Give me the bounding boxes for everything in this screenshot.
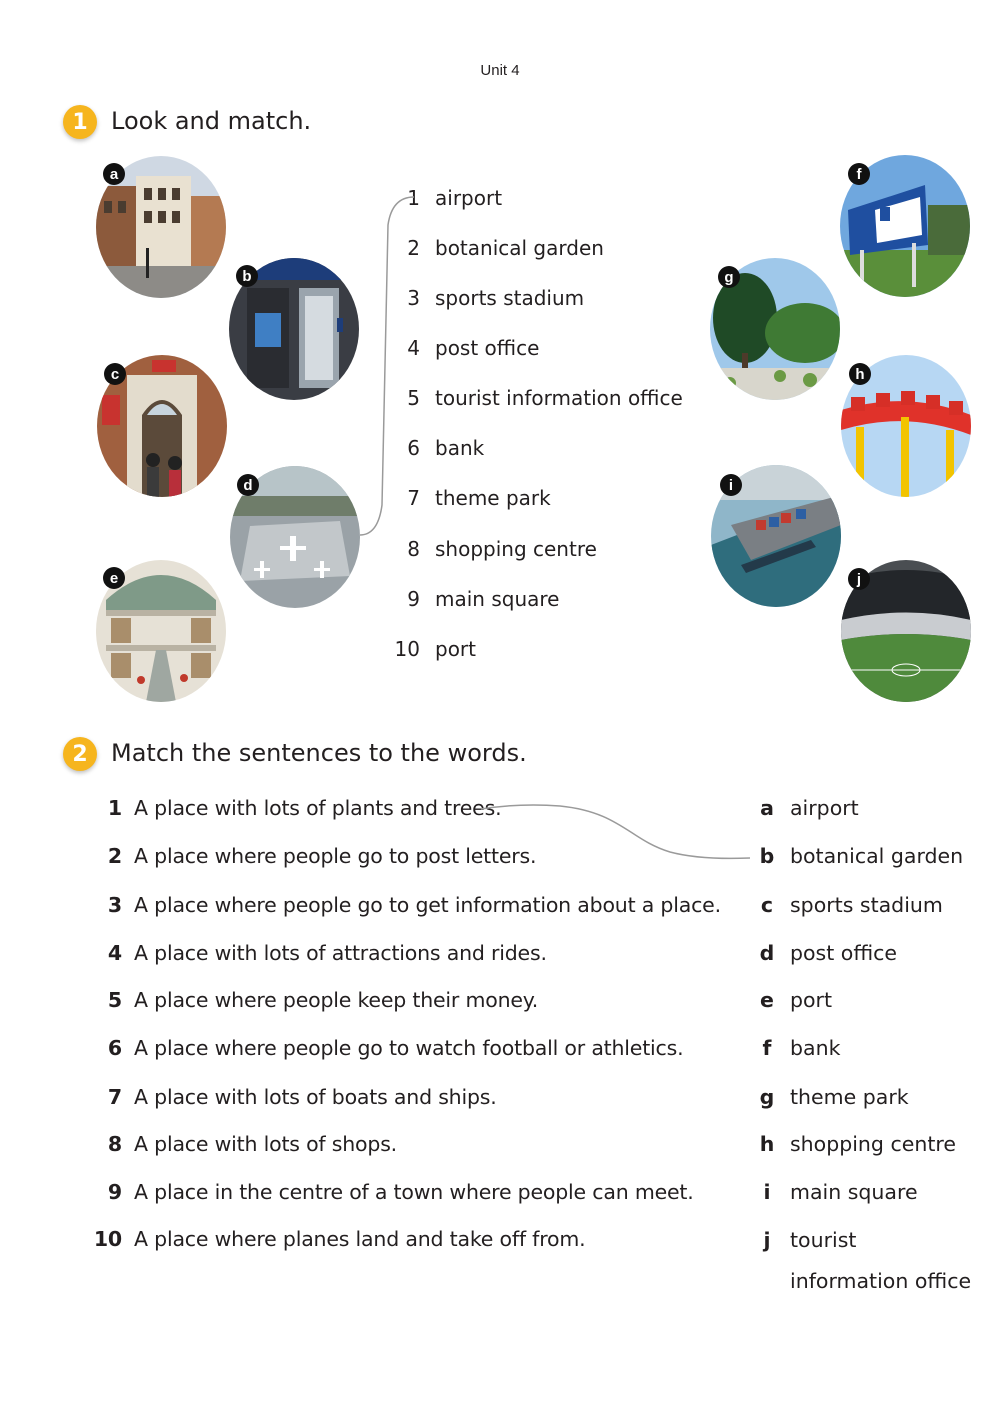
ex2-option-text: botanical garden xyxy=(790,844,964,868)
ex2-option-letter: g xyxy=(759,1085,775,1109)
ex2-option-letter: c xyxy=(760,893,774,917)
ex2-sentence-text: A place with lots of shops. xyxy=(134,1132,397,1156)
ex2-option-j-line2 xyxy=(790,1269,971,1293)
ex1-word-number: 10 xyxy=(394,637,420,661)
photo-letter-g: g xyxy=(718,266,740,288)
ex2-sentence-7[interactable] xyxy=(92,1085,497,1109)
ex1-word-text: bank xyxy=(435,436,485,460)
ex2-option-h[interactable] xyxy=(752,1132,956,1156)
ex2-sentence-text: A place with lots of attractions and rides. xyxy=(134,941,547,965)
ex2-option-text: shopping centre xyxy=(790,1132,956,1156)
ex1-word-item-8[interactable] xyxy=(386,537,597,561)
ex2-sentence-text: A place with lots of plants and trees. xyxy=(134,796,502,820)
ex2-sentence-number: 5 xyxy=(107,988,122,1012)
exercise-1-title: Look and match. xyxy=(111,107,312,135)
photo-letter-h: h xyxy=(849,363,871,385)
ex2-sentence-text: A place where people go to get information about a place. xyxy=(134,893,721,917)
ex1-word-number: 7 xyxy=(407,486,420,510)
ex2-sentence-4[interactable] xyxy=(92,941,547,965)
ex1-word-item-6[interactable] xyxy=(386,436,484,460)
ex1-word-item-9[interactable] xyxy=(386,587,559,611)
ex1-word-text: tourist information office xyxy=(435,386,683,410)
exercise-2-badge: 2 xyxy=(63,737,97,771)
ex2-option-j[interactable] xyxy=(752,1228,856,1252)
ex2-option-text: main square xyxy=(790,1180,918,1204)
ex2-sentence-10[interactable] xyxy=(92,1227,585,1251)
photo-letter-b: b xyxy=(236,265,258,287)
ex2-option-a[interactable] xyxy=(752,796,859,820)
ex2-sentence-number: 7 xyxy=(107,1085,122,1109)
ex2-option-f[interactable] xyxy=(752,1036,840,1060)
ex2-option-text: post office xyxy=(790,941,898,965)
ex2-option-i[interactable] xyxy=(752,1180,918,1204)
ex1-word-item-2[interactable] xyxy=(386,236,604,260)
ex1-word-item-4[interactable] xyxy=(386,336,539,360)
ex2-option-letter: j xyxy=(763,1228,771,1252)
ex1-word-number: 5 xyxy=(407,386,420,410)
unit-label: Unit 4 xyxy=(480,62,520,79)
ex2-option-letter: d xyxy=(759,941,775,965)
ex2-sentence-text: A place where people keep their money. xyxy=(134,988,539,1012)
ex2-sentence-number: 1 xyxy=(107,796,122,820)
ex2-sentence-number: 6 xyxy=(107,1036,122,1060)
ex1-word-item-1[interactable] xyxy=(386,186,502,210)
ex2-option-text: airport xyxy=(790,796,859,820)
ex1-word-number: 4 xyxy=(407,336,420,360)
ex2-option-text: sports stadium xyxy=(790,893,943,917)
ex2-sentence-1[interactable] xyxy=(92,796,501,820)
ex2-sentence-text: A place where planes land and take off from. xyxy=(134,1227,586,1251)
ex1-word-number: 3 xyxy=(407,286,420,310)
photo-letter-e: e xyxy=(103,567,125,589)
ex2-sentence-9[interactable] xyxy=(92,1180,694,1204)
ex2-sentence-text: A place with lots of boats and ships. xyxy=(134,1085,497,1109)
photo-letter-c: c xyxy=(104,363,126,385)
ex1-word-number: 9 xyxy=(407,587,420,611)
ex2-option-text: port xyxy=(790,988,833,1012)
ex2-sentence-number: 2 xyxy=(107,844,122,868)
ex2-sentence-number: 4 xyxy=(107,941,122,965)
ex2-sentence-6[interactable] xyxy=(92,1036,683,1060)
ex2-sentence-number: 8 xyxy=(107,1132,122,1156)
ex2-sentence-text: A place where people go to watch football or athletics. xyxy=(134,1036,684,1060)
exercise-1-badge: 1 xyxy=(63,105,97,139)
ex1-word-text: main square xyxy=(435,587,560,611)
ex1-word-item-7[interactable] xyxy=(386,486,551,510)
ex2-option-text: tourist xyxy=(790,1228,857,1252)
ex2-option-c[interactable] xyxy=(752,893,943,917)
ex2-sentence-text: A place where people go to post letters. xyxy=(134,844,537,868)
ex2-option-d[interactable] xyxy=(752,941,897,965)
photo-letter-i: i xyxy=(720,474,742,496)
exercise-2-title: Match the sentences to the words. xyxy=(111,739,527,767)
photo-letter-a: a xyxy=(103,163,125,185)
ex2-sentence-number: 10 xyxy=(93,1227,122,1251)
ex1-word-number: 8 xyxy=(407,537,420,561)
ex1-word-text: theme park xyxy=(435,486,551,510)
ex2-option-text: bank xyxy=(790,1036,841,1060)
ex2-sentence-8[interactable] xyxy=(92,1132,397,1156)
ex2-option-text: theme park xyxy=(790,1085,909,1109)
ex2-option-letter: a xyxy=(760,796,774,820)
ex1-word-text: port xyxy=(435,637,476,661)
ex2-option-letter: f xyxy=(762,1036,772,1060)
ex1-word-text: shopping centre xyxy=(435,537,597,561)
ex2-sentence-number: 3 xyxy=(107,893,122,917)
ex1-word-number: 1 xyxy=(407,186,420,210)
ex1-word-text: airport xyxy=(435,186,503,210)
ex2-option-b[interactable] xyxy=(752,844,963,868)
ex2-sentence-2[interactable] xyxy=(92,844,536,868)
ex1-word-number: 6 xyxy=(407,436,420,460)
ex1-word-item-5[interactable] xyxy=(386,386,683,410)
ex2-option-letter: b xyxy=(759,844,775,868)
ex2-option-e[interactable] xyxy=(752,988,832,1012)
ex2-sentence-text: A place in the centre of a town where people can meet. xyxy=(134,1180,694,1204)
photo-letter-f: f xyxy=(848,163,870,185)
ex2-option-letter: e xyxy=(760,988,774,1012)
ex2-option-letter: h xyxy=(759,1132,775,1156)
ex1-word-number: 2 xyxy=(407,236,420,260)
ex1-word-item-3[interactable] xyxy=(386,286,584,310)
ex2-option-text-continued: information office xyxy=(790,1269,972,1293)
ex1-word-text: post office xyxy=(435,336,540,360)
ex2-sentence-3[interactable] xyxy=(92,893,721,917)
ex1-word-text: botanical garden xyxy=(435,236,604,260)
ex2-sentence-5[interactable] xyxy=(92,988,538,1012)
ex2-option-letter: i xyxy=(763,1180,771,1204)
photo-letter-d: d xyxy=(237,474,259,496)
photo-letter-j: j xyxy=(848,568,870,590)
ex2-option-g[interactable] xyxy=(752,1085,909,1109)
ex1-word-text: sports stadium xyxy=(435,286,585,310)
ex2-sentence-number: 9 xyxy=(107,1180,122,1204)
ex1-word-item-10[interactable] xyxy=(386,637,476,661)
